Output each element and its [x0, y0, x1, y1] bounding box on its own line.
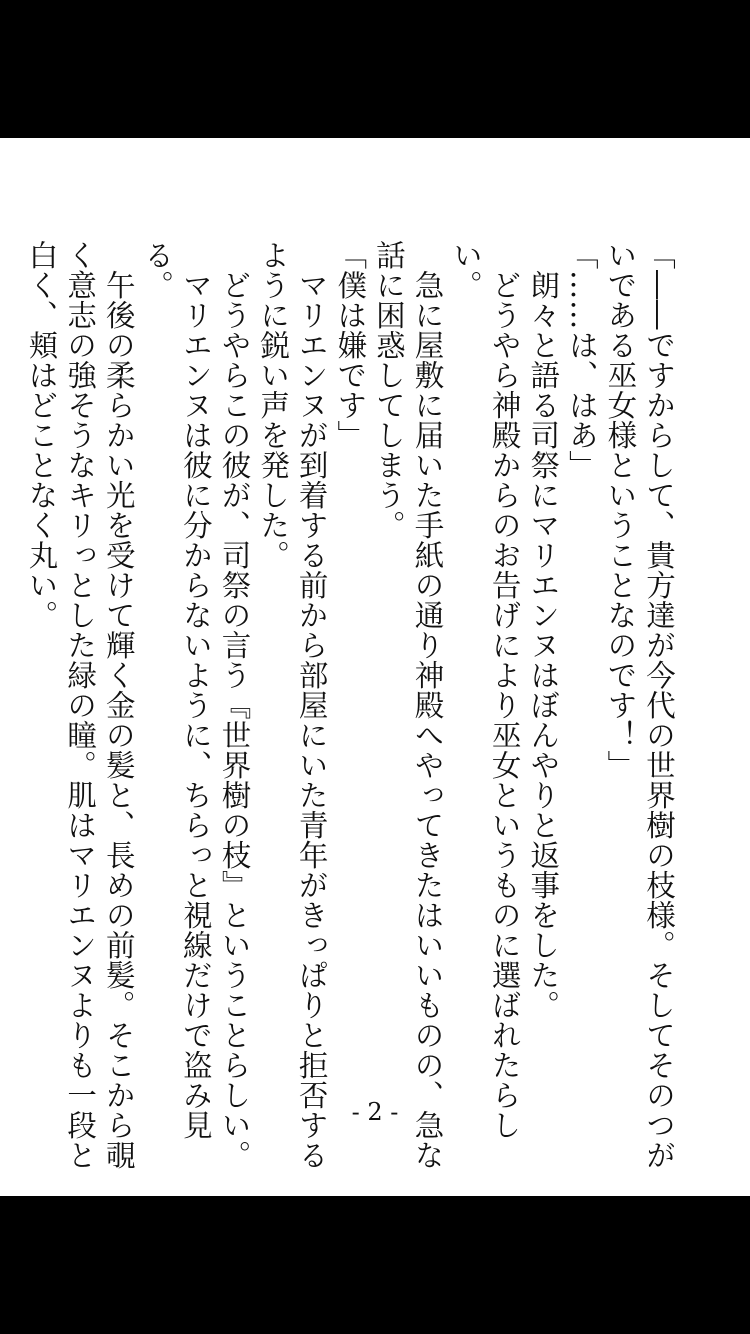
paragraph-10: 午後の柔らかい光を受けて輝く金の髪と、長めの前髪。そこから覗く意志の強そうなキリっとした緑の瞳。肌はマリエンヌよりも一段と白く、頬はどことなく丸い。 [24, 240, 136, 1170]
paragraph-1: 「――ですからして、貴方達が今代の世界樹の枝様。そしてそのつがいである巫女様ということなのです！」 [603, 240, 676, 1170]
paragraph-3: 朗々と語る司祭にマリエンヌはぼんやりと返事をした。 [526, 240, 561, 1020]
bottom-black-bar [0, 1196, 750, 1334]
book-page[interactable] [0, 138, 750, 1196]
paragraph-6: 「僕は嫌です」 [333, 240, 368, 450]
top-black-bar [0, 0, 750, 138]
paragraph-2: 「……は、はあ」 [564, 240, 599, 480]
paragraph-4: どうやら神殿からのお告げにより巫女というものに選ばれたらしい。 [449, 240, 522, 1140]
page-number: - 2 - [351, 1098, 399, 1126]
paragraph-7: マリエンヌが到着する前から部屋にいた青年がきっぱりと拒否するように鋭い声を発した。 [256, 240, 329, 1170]
paragraph-8: どうやらこの彼が、司祭の言う『世界樹の枝』ということらしい。 [217, 240, 252, 1170]
paragraph-5: 急に屋敷に届いた手紙の通り神殿へやってきたはいいものの、急な話に困惑してしまう。 [371, 240, 445, 1170]
vertical-text-block [24, 240, 678, 1185]
paragraph-9: マリエンヌは彼に分からないように、ちらっと視線だけで盗み見る。 [140, 240, 213, 1140]
